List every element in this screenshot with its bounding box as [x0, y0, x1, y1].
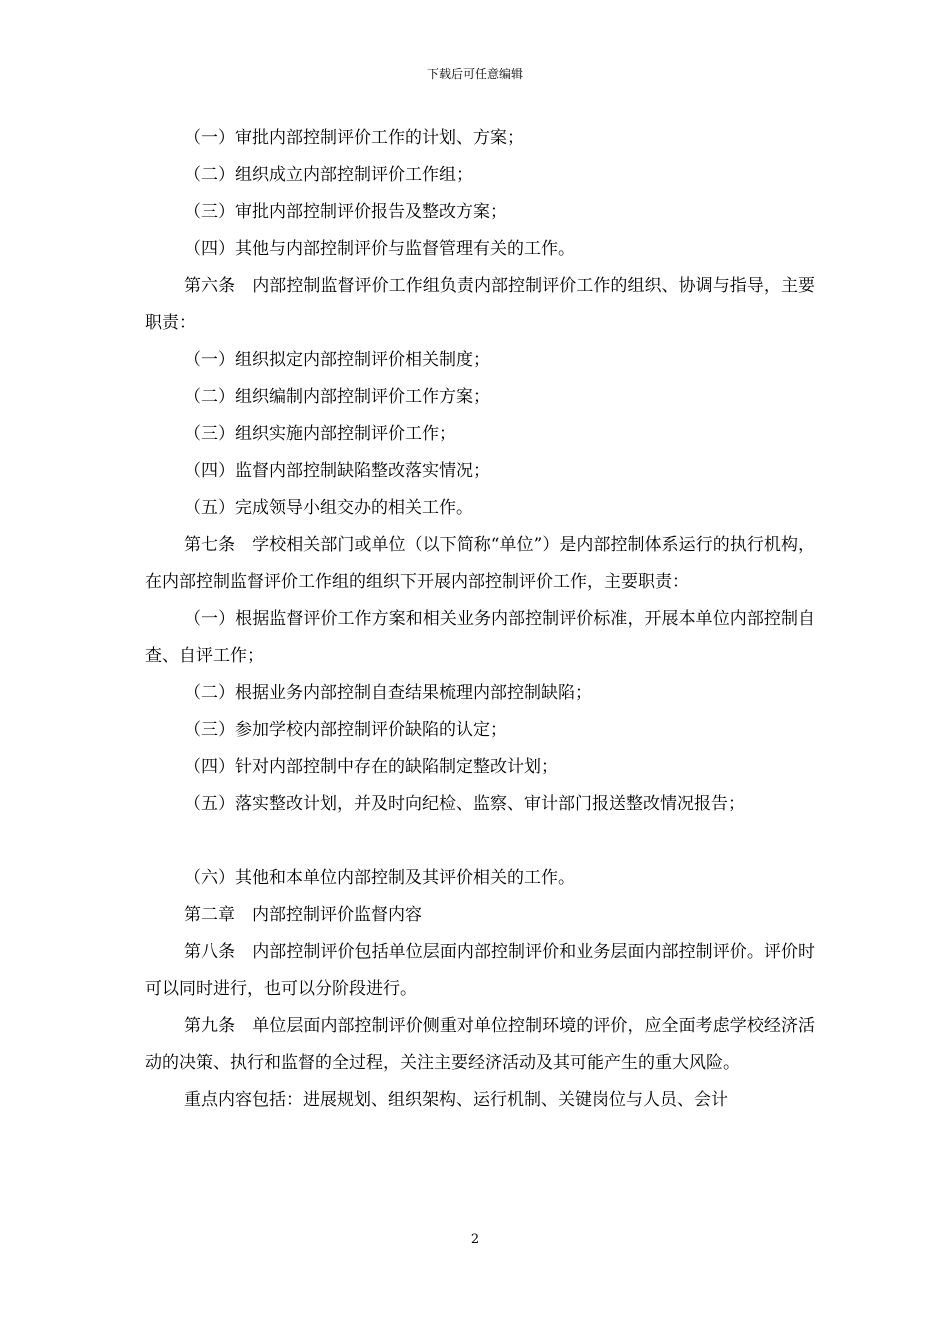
paragraph: （一）审批内部控制评价工作的计划、方案；: [184, 128, 524, 148]
paragraph: （二）组织成立内部控制评价工作组；: [184, 165, 473, 185]
paragraph: （六）其他和本单位内部控制及其评价相关的工作。: [184, 868, 575, 888]
paragraph: （四）其他与内部控制评价与监督管理有关的工作。: [184, 239, 575, 259]
article-paragraph: 第六条 内部控制监督评价工作组负责内部控制评价工作的组织、协调与指导，主要职责：: [145, 276, 815, 333]
document-body: [145, 120, 815, 1119]
page-header-note: 下载后可任意编辑: [426, 67, 523, 81]
paragraph: （一）根据监督评价工作方案和相关业务内部控制评价标准，开展本单位内部控制自查、自评工作；: [145, 609, 815, 666]
paragraph: （四）针对内部控制中存在的缺陷制定整改计划；: [184, 757, 558, 777]
paragraph: （三）审批内部控制评价报告及整改方案；: [184, 202, 507, 222]
blank-line: [145, 823, 815, 860]
chapter-heading: 第二章 内部控制评价监督内容: [184, 905, 422, 925]
paragraph: （二）组织编制内部控制评价工作方案；: [184, 387, 490, 407]
article-paragraph: 第七条 学校相关部门或单位（以下简称“单位”）是内部控制体系运行的执行机构，在内部控制监督评价工作组的组织下开展内部控制评价工作，主要职责：: [145, 535, 815, 592]
article-paragraph: 第九条 单位层面内部控制评价侧重对单位控制环境的评价，应全面考虑学校经济活动的决策、执行和监督的全过程，关注主要经济活动及其可能产生的重大风险。: [145, 1016, 815, 1073]
page-number: 2: [470, 1232, 480, 1247]
paragraph: （一）组织拟定内部控制评价相关制度；: [184, 350, 490, 370]
paragraph: （四）监督内部控制缺陷整改落实情况；: [184, 461, 490, 481]
paragraph: 重点内容包括：进展规划、组织架构、运行机制、关键岗位与人员、会计: [184, 1090, 728, 1110]
paragraph: （三）参加学校内部控制评价缺陷的认定；: [184, 720, 507, 740]
paragraph: （五）完成领导小组交办的相关工作。: [184, 498, 473, 518]
paragraph: （三）组织实施内部控制评价工作；: [184, 424, 456, 444]
paragraph: （二）根据业务内部控制自查结果梳理内部控制缺陷；: [184, 683, 592, 703]
article-paragraph: 第八条 内部控制评价包括单位层面内部控制评价和业务层面内部控制评价。评价时可以同时进行，也可以分阶段进行。: [145, 942, 815, 999]
paragraph: （五）落实整改计划，并及时向纪检、监察、审计部门报送整改情况报告；: [184, 794, 745, 814]
